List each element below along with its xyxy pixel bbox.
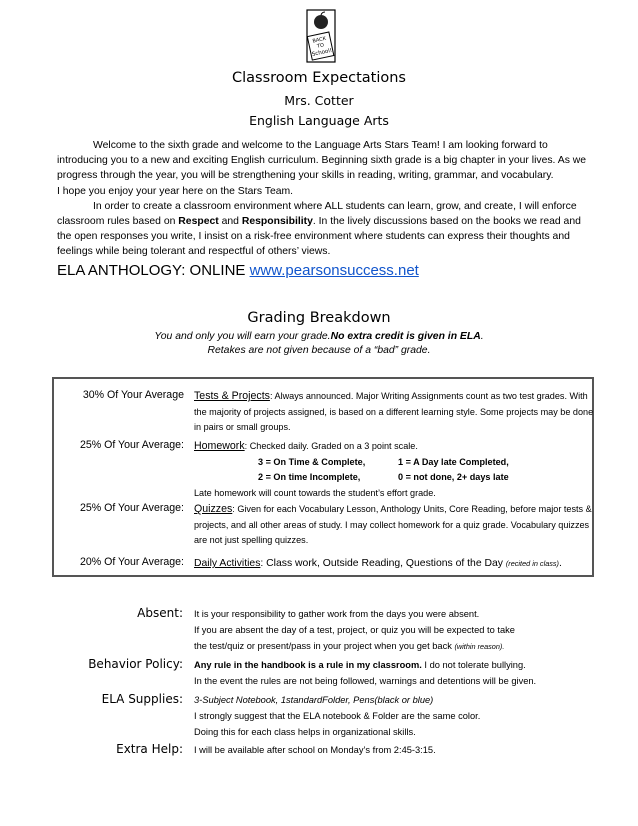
homework-percent: 25% Of Your Average: <box>79 439 184 451</box>
subject-name: English Language Arts <box>249 113 389 128</box>
behavior-line-1-text: I do not tolerate bullying. <box>421 660 526 670</box>
behavior-line-1 <box>194 657 614 673</box>
supplies-line-3: Doing this for each class helps in organizational skills. <box>194 727 416 737</box>
intro-text: In order to create a classroom environment where ALL students can learn, grow, and create, I will enforce classroom rules based on <box>57 200 577 228</box>
teacher-name: Mrs. Cotter <box>284 93 354 108</box>
quizzes-percent: 25% Of Your Average: <box>79 502 184 514</box>
quizzes-description <box>194 502 594 549</box>
absent-text <box>194 606 614 655</box>
absent-line-3 <box>194 638 614 655</box>
anthology-line <box>57 262 419 279</box>
extra-help-line-1: I will be available after school on Monday’s from 2:45-3:15. <box>194 745 436 755</box>
absent-line-2: If you are absent the day of a test, project, or quiz you will be expected to take <box>194 625 515 635</box>
homework-scale-row-1 <box>194 455 594 471</box>
tests-description <box>194 389 594 436</box>
back-to-school-logo <box>303 8 339 64</box>
page-title: Classroom Expectations <box>231 70 406 86</box>
daily-end: . <box>558 558 562 569</box>
grading-title: Grading Breakdown <box>247 310 391 326</box>
logo-word-1: BACK <box>312 35 327 45</box>
tests-percent: 30% Of Your Average <box>82 389 184 401</box>
scale-2: 2 = On time Incomplete, <box>258 472 361 482</box>
homework-scale-row-2 <box>194 470 594 486</box>
behavior-text <box>194 657 614 689</box>
tests-heading: Tests & Projects <box>194 390 270 402</box>
intro-paragraph-1: Welcome to the sixth grade and welcome to the Language Arts Stars Team! I am looking forward to introducing you to a new and exciting English curriculum. Beginning sixth grade is a big chapter in your lives. As we progress through the year, you will be strengthening your skills in reading, writing, grammar, and vocabulary. <box>57 140 587 182</box>
grading-sub-end: . <box>480 331 484 342</box>
daily-note: (recited in class) <box>505 559 559 568</box>
logo-word-2: TO <box>316 42 325 50</box>
anthology-label: ELA ANTHOLOGY: ONLINE <box>57 262 250 279</box>
homework-text: : Checked daily. Graded on a 3 point scale. <box>244 441 418 451</box>
logo-word-3: School! <box>311 47 333 58</box>
daily-description <box>194 556 594 572</box>
scale-3: 3 = On Time & Complete, <box>258 456 366 467</box>
extra-help-text <box>194 742 614 758</box>
no-extra-credit-text: No extra credit is given in ELA <box>330 331 481 342</box>
daily-text: : Class work, Outside Reading, Questions of the Day <box>260 558 506 569</box>
scale-1: 1 = A Day late Completed, <box>398 456 509 467</box>
intro-section <box>57 138 597 260</box>
quizzes-heading: Quizzes <box>194 503 233 515</box>
supplies-line-2: I strongly suggest that the ELA notebook & Folder are the same color. <box>194 711 481 721</box>
grading-subtitle-2: Retakes are not given because of a “bad” grade. <box>207 345 431 356</box>
anthology-link[interactable]: www.pearsonsuccess.net <box>249 262 419 279</box>
grading-sub-text: You and only you will earn your grade. <box>154 331 331 342</box>
daily-heading: Daily Activities <box>194 558 261 569</box>
supplies-label: ELA Supplies: <box>101 692 183 706</box>
respect-word: Respect <box>178 216 219 228</box>
absent-note: (within reason). <box>454 642 505 651</box>
absent-line-3-text: the test/quiz or present/pass in your project when you get back <box>194 641 455 651</box>
homework-heading: Homework <box>194 440 245 452</box>
absent-label: Absent: <box>137 606 183 620</box>
scale-0: 0 = not done, 2+ days late <box>398 472 509 482</box>
supplies-text <box>194 692 614 740</box>
intro-text: and <box>218 216 242 228</box>
absent-line-1: It is your responsibility to gather work from the days you were absent. <box>194 609 480 619</box>
intro-paragraph-2: I hope you enjoy your year here on the Stars Team. <box>57 185 294 197</box>
extra-help-label: Extra Help: <box>116 742 183 756</box>
grading-subtitle-1 <box>0 331 638 342</box>
tests-text: : Always announced. Major Writing Assignments count as two test grades. With the majority of projects assigned, is based on a different learning style. Some projects may be done in pairs or small groups. <box>194 391 594 432</box>
homework-description <box>194 439 594 501</box>
intro-paragraph-3 <box>57 199 597 260</box>
behavior-line-2: In the event the rules are not being followed, warnings and detentions will be given. <box>194 676 537 686</box>
quizzes-text: : Given for each Vocabulary Lesson, Anthology Units, Core Reading, before major tests & projects, and all other areas of study. I may collect homework for a quiz grade. Vocabulary quizzes are not just spelling quizzes. <box>194 504 592 545</box>
intro-text: . In the lively discussions based on the books we read and the open responses you write, I insist on a risk-free environment where students can express their thoughts and feelings while being tolerant and respectful of others’ views. <box>57 216 581 258</box>
supplies-line-1: 3-Subject Notebook, 1standardFolder, Pens(black or blue) <box>194 695 434 705</box>
behavior-rule-bold: Any rule in the handbook is a rule in my classroom. <box>194 660 422 670</box>
late-homework-note: Late homework will count towards the student’s effort grade. <box>194 487 436 498</box>
responsibility-word: Responsibility <box>241 216 313 228</box>
daily-percent: 20% Of Your Average: <box>79 556 184 568</box>
behavior-label: Behavior Policy: <box>88 657 183 671</box>
grading-table <box>52 377 594 577</box>
